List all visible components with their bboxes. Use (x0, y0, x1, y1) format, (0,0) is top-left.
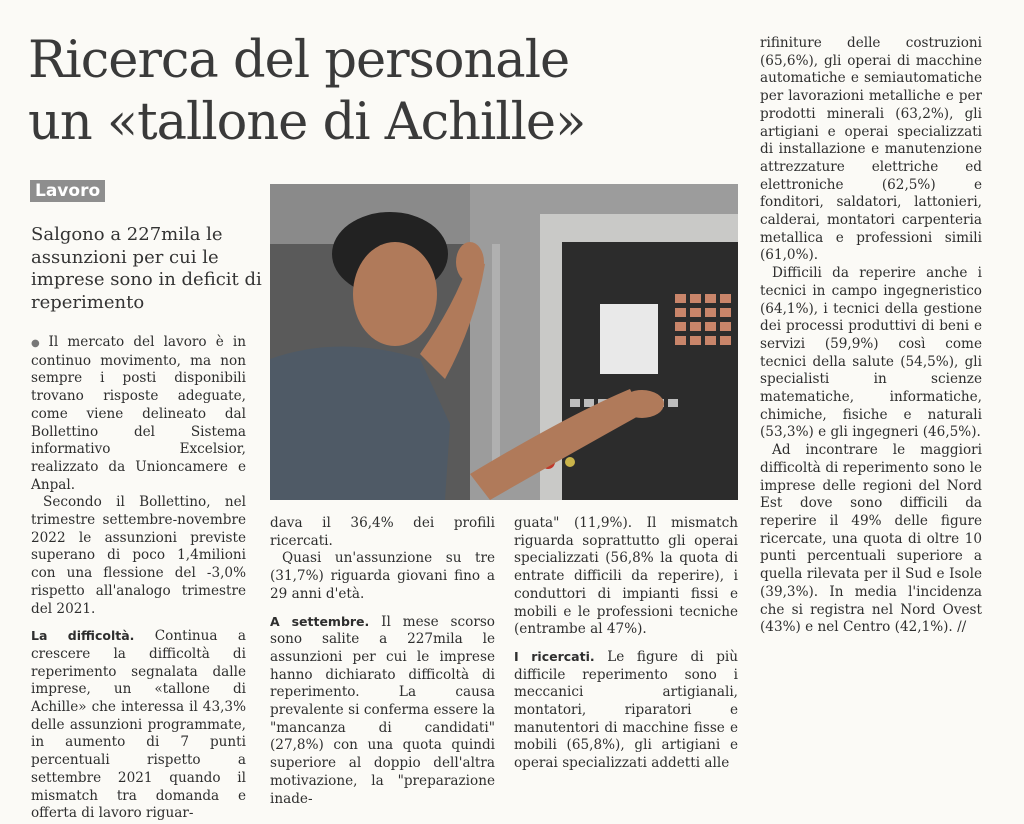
paragraph-text: Il mercato del lavoro è in continuo movimento, ma non sempre i posti disponibili trovano risposte adeguate, come viene delineato dal Bollettino del Sistema informativo Excelsior, realizzato da Unioncamere e Anpal. (31, 334, 246, 493)
paragraph-lead: I ricercati. (514, 648, 595, 664)
photo-illustration (270, 184, 738, 500)
paragraph (760, 442, 982, 637)
paragraph: Difficili da reperire anche i tecnici in campo ingegneristico (64,1%), i tecnici della gestione dei processi produttivi di beni e servizi (59,9%) così come tecnici della salute (54,5%), gli specialisti in scienze matematiche, informatiche, chimiche, fisiche e naturali (53,3%) e gli ingegneri (46,5%). (760, 265, 982, 441)
paragraph (31, 627, 246, 823)
article-column-2 (270, 515, 495, 808)
paragraph: Quasi un'assunzione su tre (31,7%) riguarda giovani fino a 29 anni d'età. (270, 550, 495, 602)
factory-worker-photo (270, 184, 738, 500)
end-mark: // (957, 619, 967, 636)
paragraph-text: Continua a crescere la difficoltà di reperimento segnalata dalle imprese, un «tallone di Achille» che interessa il 43,3% delle assunzioni programmate, in aumento di 7 punti percentuali rispetto a settembre 2021 quando il mismatch tra domanda e offerta di lavoro riguar- (31, 628, 246, 822)
paragraph (270, 613, 495, 809)
paragraph: Secondo il Bollettino, nel trimestre settembre-novembre 2022 le assunzioni previste superano di poco 1,4milioni con una flessione del -3,0% rispetto all'analogo trimestre del 2021. (31, 494, 246, 617)
paragraph (31, 334, 246, 494)
paragraph: guata" (11,9%). Il mismatch riguarda soprattutto gli operai specializzati (56,8% la quota di entrate difficili da reperire), i conduttori di impianti fissi e mobili e le professioni tecniche (entrambe al 47%). (514, 515, 738, 638)
paragraph-lead: La difficoltà. (31, 628, 135, 644)
article-column-1 (31, 334, 246, 823)
paragraph (514, 648, 738, 773)
headline (28, 30, 668, 154)
paragraph-text: Il mese scorso sono salite a 227mila le assunzioni per cui le imprese hanno dichiarato difficoltà di reperimento. La causa prevalente si conferma essere la "mancanza di candidati" (27,8%) con una quota quindi superiore al doppio dell'altra motivazione, la "preparazione inade- (270, 613, 495, 807)
section-tag: Lavoro (30, 180, 105, 202)
paragraph-text: Le figure di più difficile reperimento sono i meccanici artigianali, montatori, riparatori e manutentori di macchine fisse e mobili (65,8%), gli artigiani e operai specializzati addetti alle (514, 648, 738, 772)
paragraph: rifiniture delle costruzioni (65,6%), gli operai di macchine automatiche e semiautomatiche per lavorazioni metalliche e per prodotti minerali (63,2%), gli artigiani e operai specializzati di installazione e manutenzione attrezzature elettriche ed elettroniche (62,5%) e fonditori, saldatori, lattonieri, calderai, montatori carpenteria metallica e professioni simili (61,0%). (760, 35, 982, 264)
headline-line-2: un «tallone di Achille» (28, 93, 586, 152)
subhead: Salgono a 227mila le assunzioni per cui le imprese sono in deficit di reperimento (31, 224, 262, 313)
bullet-icon: ● (31, 338, 45, 349)
article-column-4 (760, 35, 982, 637)
headline-line-1: Ricerca del personale (28, 31, 570, 90)
paragraph-text: Ad incontrare le maggiori difficoltà di reperimento sono le imprese delle regioni del Nord Est dove sono difficili da reperire il 49% delle figure ricercate, una quota di oltre 10 punti percentuali superiore a quella rilevata per il Sud e Isole (39,3%). In media l'incidenza che si registra nel Nord Ovest (43%) e nel Centro (42,1%). (760, 442, 982, 636)
paragraph-lead: A settembre. (270, 613, 370, 629)
paragraph: dava il 36,4% dei profili ricercati. (270, 515, 495, 549)
article-column-3 (514, 515, 738, 773)
